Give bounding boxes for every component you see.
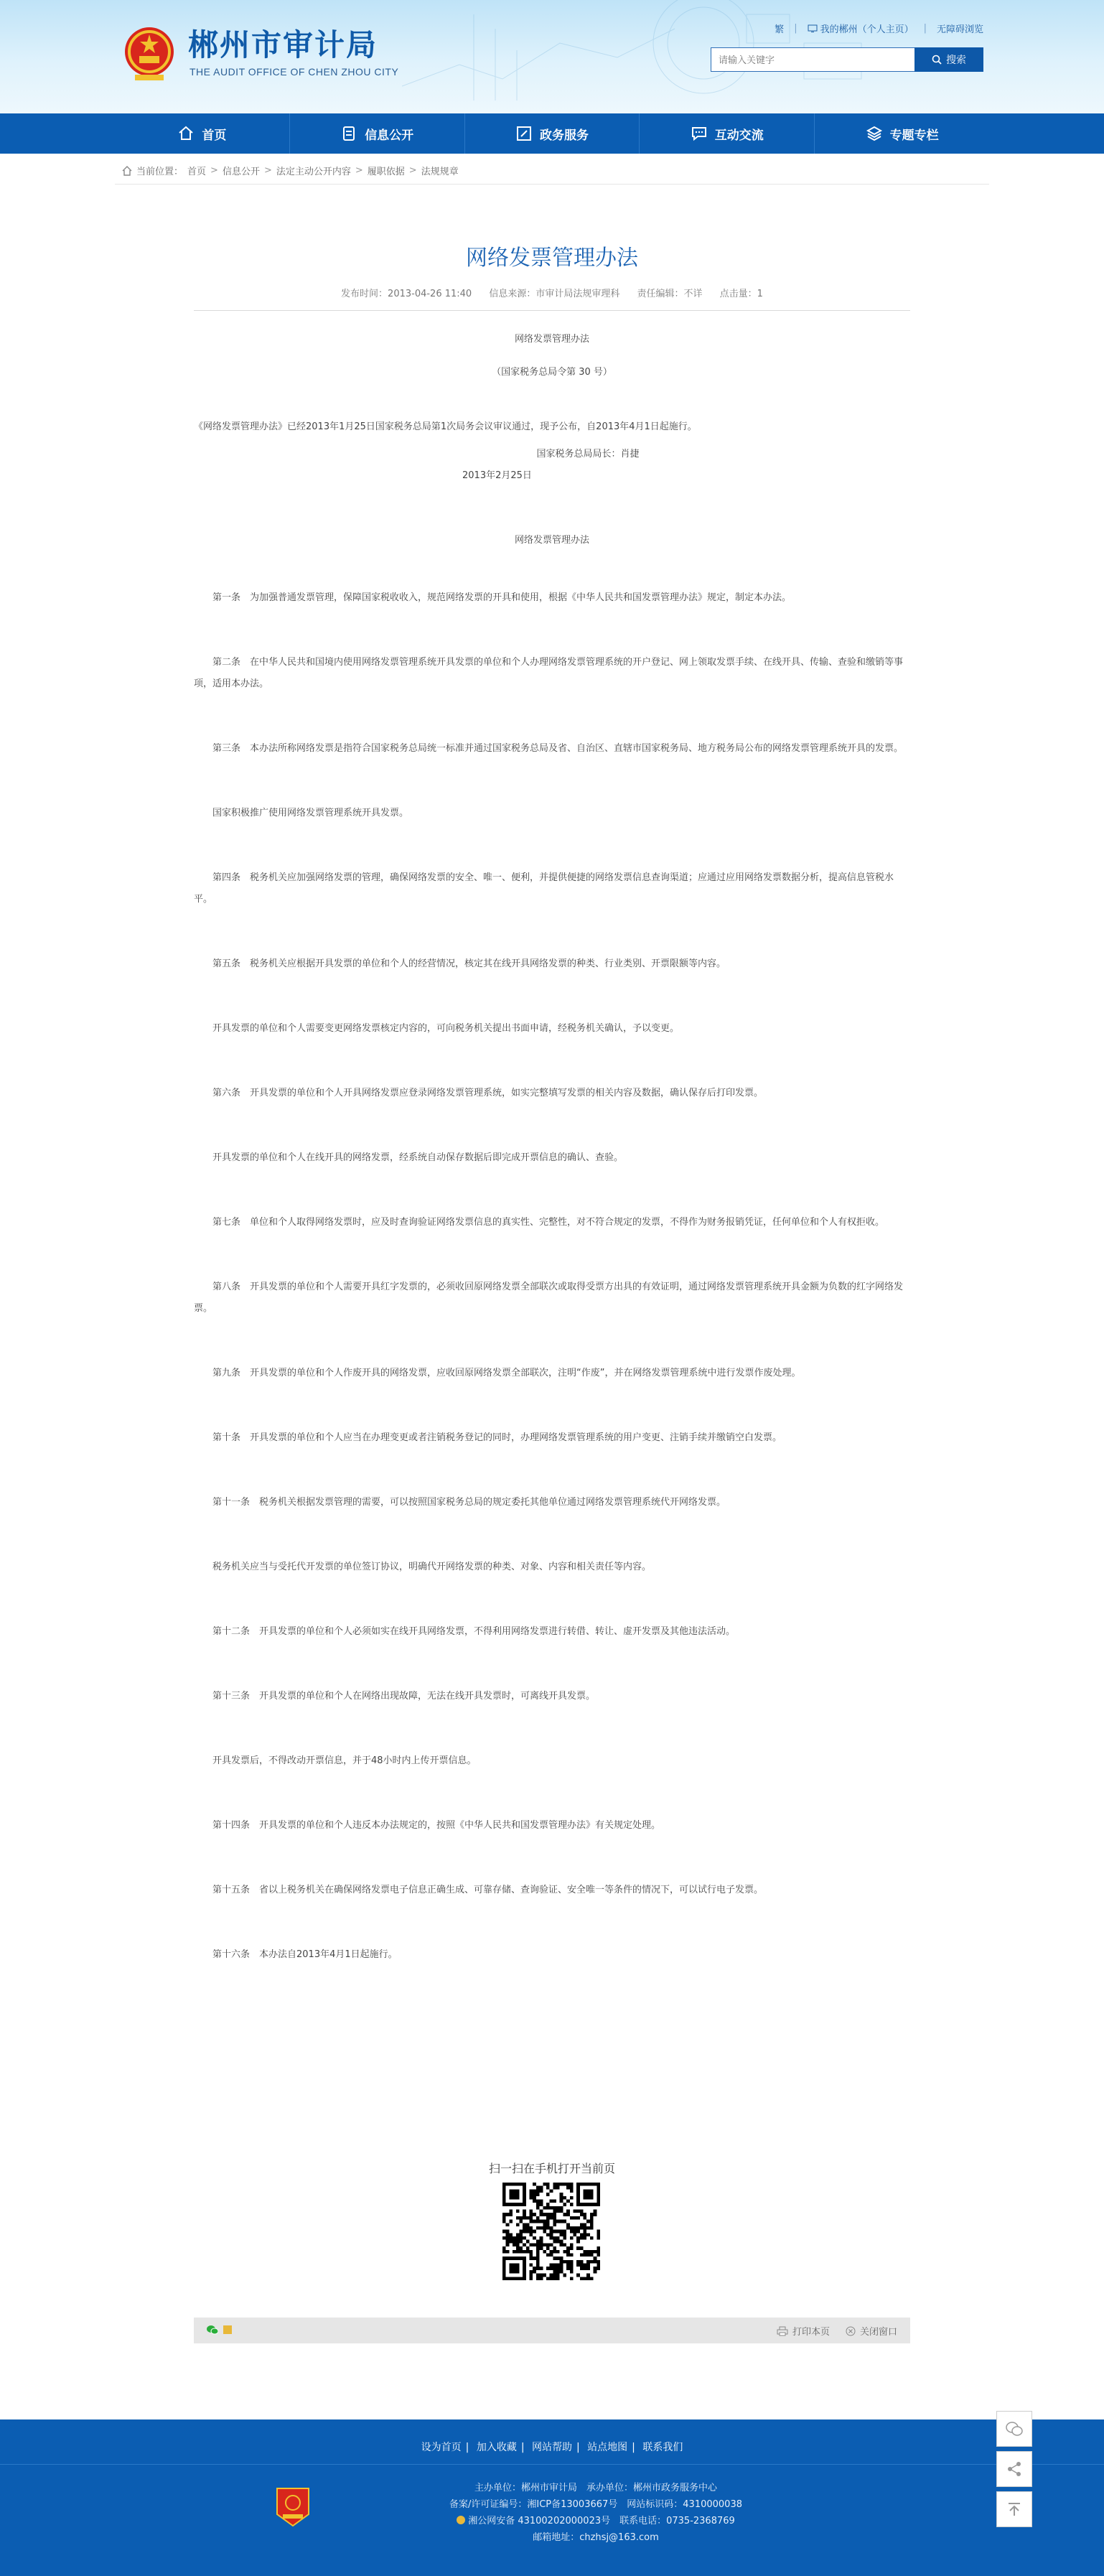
breadcrumb-item[interactable]: 履职依据 [367, 167, 405, 177]
qzone-icon[interactable] [223, 2325, 233, 2335]
article-paragraph: 第三条 本办法所称网络发票是指符合国家税务总局统一标准并通过国家税务总局及省、自治区、直辖市国家税务局、地方税务局公布的网络发票管理系统开具的发票。 [212, 743, 904, 754]
close-window-button[interactable]: 关闭窗口 [846, 2324, 897, 2338]
article-paragraph: 国家积极推广使用网络发票管理系统开具发票。 [212, 808, 409, 818]
article-paragraph: 开具发票的单位和个人需要变更网络发票核定内容的，可向税务机关提出书面申请，经税务机关确认，予以变更。 [212, 1023, 680, 1034]
view-count: 点击量：1 [719, 289, 763, 299]
edit-icon [515, 125, 533, 142]
wechat-float-button[interactable] [996, 2411, 1032, 2447]
footer-host: 主办单位：郴州市审计局 承办单位：郴州市政务服务中心 [474, 2483, 717, 2493]
article-paragraph: 第十条 开具发票的单位和个人应当在办理变更或者注销税务登记的同时，办理网络发票管理系统的用户变更、注销手续并缴销空白发票。 [212, 1432, 782, 1443]
share-buttons [207, 2325, 233, 2335]
site-title: 郴州市审计局 [188, 27, 378, 62]
monitor-icon [808, 24, 818, 33]
article-paragraph: 第二条 在中华人民共和国境内使用网络发票管理系统开具发票的单位和个人办理网络发票管理系统的开户登记、网上领取发票手续、在线开具、传输、查验和缴销等事项，适用本办法。 [194, 657, 904, 689]
search-button[interactable]: 搜索 [914, 47, 983, 72]
site-header [0, 0, 1104, 113]
breadcrumb: 当前位置： 首页 > 信息公开 > 法定主动公开内容 > 履职依据 > 法规规章 [122, 164, 459, 177]
article-paragraph: 第八条 开具发票的单位和个人需要开具红字发票的，必须收回原网络发票全部联次或取得受票方出具的有效证明，通过网络发票管理系统开具金额为负数的红字网络发票。 [194, 1282, 904, 1314]
share-float-button[interactable] [996, 2451, 1032, 2487]
article-paragraph: 第十五条 省以上税务机关在确保网络发票电子信息正确生成、可靠存储、查询验证、安全唯一等条件的情况下，可以试行电子发票。 [212, 1885, 764, 1895]
footer-link[interactable]: 加入收藏 [476, 2442, 517, 2453]
nav-item-gov-services[interactable]: 政务服务 [465, 113, 640, 154]
back-to-top-button[interactable] [996, 2491, 1032, 2527]
party-gov-badge-icon[interactable] [273, 2486, 313, 2529]
site-footer [0, 2419, 1104, 2576]
search-input[interactable] [711, 47, 930, 72]
article-paragraph: 第十四条 开具发票的单位和个人违反本办法规定的，按照《中华人民共和国发票管理办法》有关规定处理。 [212, 1820, 661, 1831]
footer-link[interactable]: 网站帮助 [532, 2442, 572, 2453]
top-links: 繁 | 我的郴州（个人主页） | 无障碍浏览 [775, 23, 983, 35]
close-icon [846, 2326, 856, 2336]
nav-item-special-topics[interactable]: 专题专栏 [815, 113, 989, 154]
article-paragraph: 开具发票的单位和个人在线开具的网络发票，经系统自动保存数据后即完成开票信息的确认、查验。 [212, 1152, 624, 1163]
footer-links: 设为首页 | 加入收藏 | 网站帮助 | 站点地图 | 联系我们 [421, 2442, 683, 2453]
search-box [711, 47, 983, 72]
editor: 责任编辑：不详 [637, 289, 703, 299]
qr-label: 扫一扫在手机打开当前页 [488, 2162, 615, 2175]
publish-date: 发布时间：2013-04-26 11:40 [341, 289, 472, 299]
nav-item-info-disclosure[interactable]: 信息公开 [290, 113, 465, 154]
info-source: 信息来源：市审计局法规审理科 [489, 289, 620, 299]
wechat-icon[interactable] [207, 2325, 218, 2335]
article-paragraph: 开具发票后，不得改动开票信息，并于48小时内上传开票信息。 [212, 1755, 477, 1766]
nav-item-interaction[interactable]: 互动交流 [640, 113, 815, 154]
my-chenzhou-link[interactable]: 我的郴州（个人主页） [808, 22, 914, 35]
footer-link[interactable]: 联系我们 [642, 2442, 683, 2453]
home-icon [177, 125, 195, 142]
decree-number: （国家税务总局令第 30 号） [492, 367, 612, 378]
main-nav [0, 113, 1104, 154]
site-subtitle: THE AUDIT OFFICE OF CHEN ZHOU CITY [190, 66, 399, 78]
arrow-up-icon [1006, 2501, 1022, 2517]
article-meta [194, 286, 910, 299]
footer-info [402, 2480, 790, 2546]
article-paragraph: 第五条 税务机关应根据开具发票的单位和个人的经营情况，核定其在线开具网络发票的种类、行业类别、开票限额等内容。 [212, 958, 726, 969]
article-intro: 《网络发票管理办法》已经2013年1月25日国家税务总局第1次局务会议审议通过，现予公布，自2013年4月1日起施行。 [194, 421, 697, 432]
document-icon [340, 125, 357, 142]
article-paragraph: 第七条 单位和个人取得网络发票时，应及时查询验证网络发票信息的真实性、完整性，对不符合规定的发票，不得作为财务报销凭证，任何单位和个人有权拒收。 [212, 1217, 885, 1228]
article-paragraph: 第六条 开具发票的单位和个人开具网络发票应登录网络发票管理系统，如实完整填写发票的相关内容及数据，确认保存后打印发票。 [212, 1088, 764, 1098]
printer-icon [777, 2326, 788, 2336]
footer-link[interactable]: 站点地图 [587, 2442, 628, 2453]
share-icon [1006, 2461, 1022, 2477]
breadcrumb-item[interactable]: 法规规章 [421, 167, 459, 177]
nav-item-home[interactable]: 首页 [115, 113, 290, 154]
footer-link[interactable]: 设为首页 [421, 2442, 462, 2453]
article-paragraph: 第十三条 开具发票的单位和个人在网络出现故障，无法在线开具发票时，可离线开具发票。 [212, 1691, 596, 1702]
home-small-icon [122, 166, 132, 176]
article-signdate: 2013年2月25日 [462, 470, 532, 481]
article-paragraph: 第九条 开具发票的单位和个人作废开具的网络发票，应收回原网络发票全部联次，注明“作废”，并在网络发票管理系统中进行发票作废处理。 [212, 1368, 801, 1378]
toolbar-actions [777, 2324, 897, 2338]
article-paragraph: 第一条 为加强普通发票管理，保障国家税收收入，规范网络发票的开具和使用，根据《中华人民共和国发票管理办法》规定，制定本办法。 [212, 592, 792, 603]
article-paragraph: 税务机关应当与受托代开发票的单位签订协议，明确代开网络发票的种类、对象、内容和相关责任等内容。 [212, 1562, 652, 1572]
article-paragraphs [194, 587, 910, 1966]
article-signer: 国家税务总局局长：肖捷 [536, 449, 640, 459]
breadcrumb-item[interactable]: 法定主动公开内容 [276, 167, 351, 177]
article-toolbar [194, 2318, 910, 2343]
qr-code [502, 2183, 600, 2280]
article-title: 网络发票管理办法 [466, 246, 638, 271]
article-heading: 网络发票管理办法 [514, 535, 589, 546]
floating-toolbar [996, 2411, 1032, 2531]
search-icon [932, 55, 942, 65]
article-paragraph: 第四条 税务机关应加强网络发票的管理，确保网络发票的安全、唯一、便利，并提供便捷的网络发票信息查询渠道；应通过应用网络发票数据分析，提高信息管税水平。 [194, 872, 894, 905]
article-paragraph: 第十一条 税务机关根据发票管理的需要，可以按照国家税务总局的规定委托其他单位通过网络发票管理系统代开网络发票。 [212, 1497, 726, 1508]
print-button[interactable]: 打印本页 [777, 2324, 830, 2338]
article-paragraph: 第十二条 开具发票的单位和个人必须如实在线开具网络发票，不得利用网络发票进行转借、转让、虚开发票及其他违法活动。 [212, 1626, 736, 1637]
breadcrumb-divider [115, 184, 989, 185]
footer-email: 邮箱地址：chzhsj@163.com [533, 2532, 659, 2543]
wechat-icon [1006, 2421, 1023, 2437]
article-body [194, 323, 910, 2009]
traditional-chinese-link[interactable]: 繁 [775, 24, 785, 35]
article-paragraph: 第十六条 本办法自2013年4月1日起施行。 [212, 1949, 398, 1960]
breadcrumb-item[interactable]: 信息公开 [222, 167, 260, 177]
accessibility-link[interactable]: 无障碍浏览 [936, 24, 983, 35]
national-emblem-icon [122, 24, 177, 82]
breadcrumb-item[interactable]: 首页 [187, 167, 207, 177]
police-badge-icon [457, 2516, 465, 2524]
article-heading: 网络发票管理办法 [514, 334, 589, 345]
footer-icp[interactable]: 备案/许可证编号：湘ICP备13003667号 网站标识码：4310000038 [449, 2499, 742, 2510]
title-divider [194, 310, 910, 311]
footer-police: 湘公网安备 43100202000023号 联系电话：0735-2368769 [402, 2513, 790, 2529]
layers-icon [866, 125, 883, 142]
chat-icon [691, 125, 708, 142]
